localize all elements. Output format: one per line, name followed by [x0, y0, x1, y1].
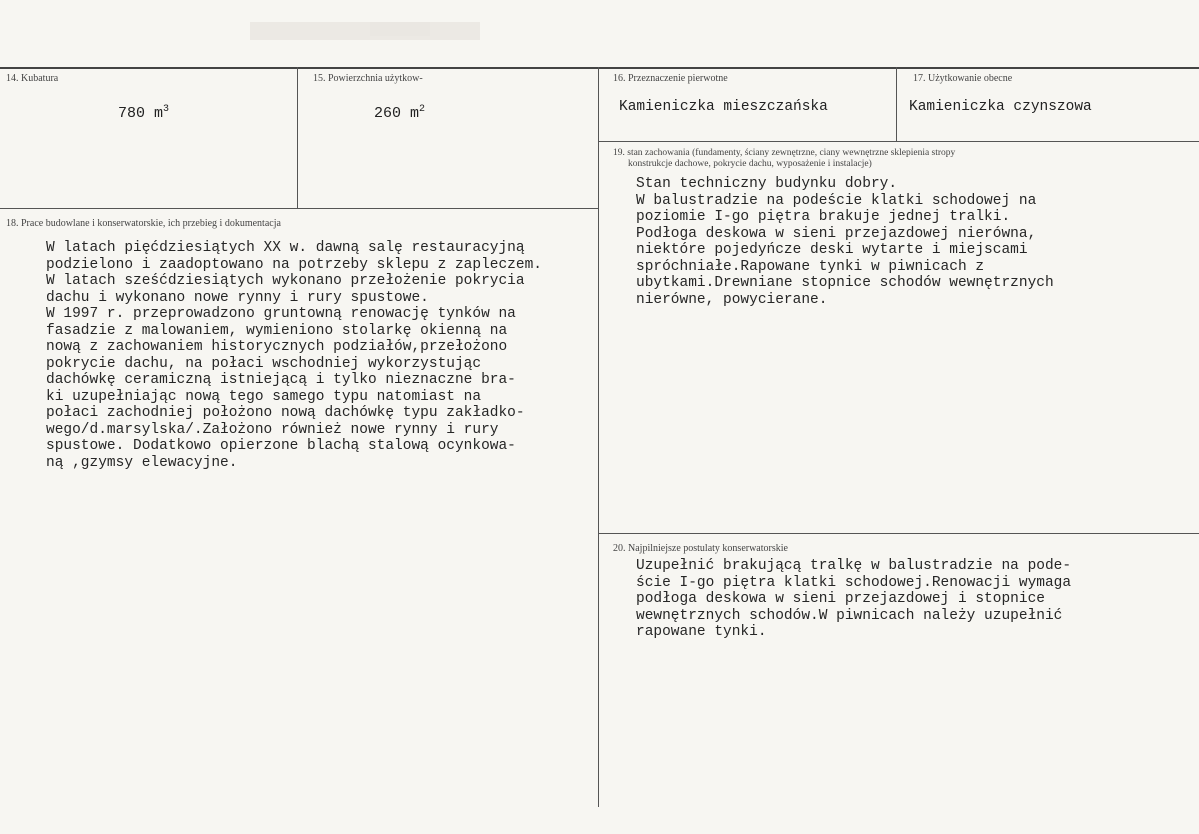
field18-line: fasadzie z malowaniem, wymieniono stolarkę okienną na	[46, 322, 508, 339]
field18-line: połaci zachodniej położono nową dachówkę typu zakładko-	[46, 405, 525, 421]
top-border	[0, 67, 1199, 69]
field19-line: ubytkami.Drewniane stopnice schodów wewnętrznych	[636, 275, 1054, 291]
field19-label-line2: konstrukcje dachowe, pokrycie dachu, wyposażenie i instalacje)	[628, 159, 872, 169]
center-divider	[598, 67, 599, 807]
field19-line: spróchniałe.Rapowane tynki w piwnicach z	[636, 258, 985, 275]
field18-line: podzielono i zaadoptowano na potrzeby sklepu z zapleczem.	[46, 256, 542, 273]
field14-15-divider	[297, 67, 298, 208]
field19-label-line1: 19. stan zachowania (fundamenty, ściany zewnętrzne, ciany wewnętrzne sklepienia stropy	[613, 148, 956, 158]
field14-unit-exponent: 3	[163, 104, 170, 115]
field18-line: ną ,gzymsy elewacyjne.	[46, 454, 238, 471]
field19-text	[636, 176, 1054, 308]
top-smudge-right	[370, 22, 430, 36]
field18-line: dachu i wykonano nowe rynny i rury spustowe.	[46, 289, 429, 306]
field20-line: podłoga deskowa w sieni przejazdowej i stopnice	[636, 591, 1045, 607]
field17-value: Kamieniczka czynszowa	[909, 99, 1092, 115]
field18-line: pokrycie dachu, na połaci wschodniej wykorzystując	[46, 355, 482, 372]
field17-label: 17. Użytkowanie obecne	[913, 73, 1013, 84]
field18-label: 18. Prace budowlane i konserwatorskie, ich przebieg i dokumentacja	[6, 218, 281, 229]
field19-line: poziomie I-go piętra brakuje jednej tralki.	[636, 209, 1011, 225]
field20-line: Uzupełnić brakującą tralkę w balustradzie na pode-	[636, 558, 1072, 574]
field14-label: 14. Kubatura	[6, 73, 59, 84]
field14-value	[118, 104, 169, 122]
field20-label: 20. Najpilniejsze postulaty konserwatorskie	[613, 543, 788, 554]
row1-divider-left	[0, 208, 598, 209]
field19-line: Podłoga deskowa w sieni przejazdowej nierówna,	[636, 225, 1037, 242]
field20-line: rapowane tynki.	[636, 624, 767, 640]
field20-line: wewnętrznych schodów.W piwnicach należy uzupełnić	[636, 607, 1063, 624]
top-smudge	[250, 22, 480, 40]
field20-line: ście I-go piętra klatki schodowej.Renowacji wymaga	[636, 574, 1072, 591]
field15-label: 15. Powierzchnia użytkow-	[313, 73, 423, 84]
field16-value: Kamieniczka mieszczańska	[619, 99, 828, 115]
field14-value-text: 780 m	[118, 105, 164, 122]
field18-line: nową z zachowaniem historycznych podziałów,przełożono	[46, 339, 508, 355]
field18-line: dachówkę ceramiczną istniejącą i tylko nieznaczne bra-	[46, 372, 516, 388]
field15-unit-exponent: 2	[419, 104, 426, 115]
field18-line: W latach sześćdziesiątych wykonano przełożenie pokrycia	[46, 273, 525, 289]
row3-divider-right	[598, 533, 1199, 534]
field19-line: nierówne, powycierane.	[636, 291, 828, 308]
row1-divider-right	[598, 141, 1199, 142]
field18-line: spustowe. Dodatkowo opierzone blachą stalową ocynkowa-	[46, 438, 516, 454]
field20-text	[636, 558, 1071, 641]
field19-line: W balustradzie na podeście klatki schodowej na	[636, 192, 1037, 209]
field19-line: Stan techniczny budynku dobry.	[636, 176, 898, 192]
field16-label: 16. Przeznaczenie pierwotne	[613, 73, 728, 84]
field18-line: W 1997 r. przeprowadzono gruntowną renowację tynków na	[46, 306, 516, 322]
field15-value-text: 260 m	[374, 105, 420, 122]
field18-line: W latach pięćdziesiątych XX w. dawną salę restauracyjną	[46, 240, 525, 256]
field19-line: niektóre pojedyńcze deski wytarte i miejscami	[636, 242, 1028, 258]
field18-line: ki uzupełniając nową tego samego typu natomiast na	[46, 388, 482, 405]
field18-line: wego/d.marsylska/.Założono również nowe rynny i rury	[46, 421, 499, 438]
field16-17-divider	[896, 67, 897, 141]
field18-text	[46, 240, 542, 471]
field15-value	[374, 104, 425, 122]
